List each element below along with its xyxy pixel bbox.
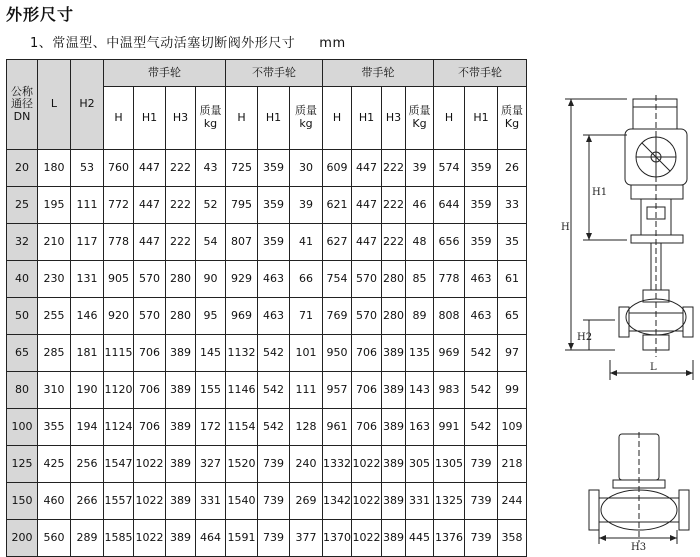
table-cell: 905 [104,261,134,298]
table-cell: 222 [382,224,406,261]
table-row [7,409,527,446]
table-cell: 280 [166,298,196,335]
table-cell: 706 [134,335,166,372]
table-cell: 463 [258,261,290,298]
table-cell: 135 [406,335,434,372]
label-h2: H2 [577,332,593,343]
table-cell: 90 [196,261,226,298]
table-cell: 389 [166,335,196,372]
header-group-2: 不带手轮 [226,60,323,87]
table-cell: 542 [465,372,498,409]
table-cell: 929 [226,261,258,298]
sub-header-h1: H1 [258,87,290,150]
table-cell: 359 [258,187,290,224]
table-cell: 961 [323,409,352,446]
table-cell: 621 [323,187,352,224]
valve-front-drawing [555,95,700,385]
table-cell: 706 [352,372,382,409]
table-cell: 331 [196,483,226,520]
sub-header-h3: H3 [382,87,406,150]
table-cell: 33 [498,187,527,224]
table-cell: 969 [434,335,465,372]
table-cell: 222 [382,187,406,224]
table-cell: 447 [134,150,166,187]
table-cell: 609 [323,150,352,187]
sub-header-h: H [323,87,352,150]
dn-cell: 200 [7,520,38,557]
table-cell: 389 [166,483,196,520]
table-cell: 1540 [226,483,258,520]
header-dn: 公称通径DN [7,60,38,150]
table-cell: 195 [38,187,71,224]
table-cell: 359 [465,150,498,187]
table-cell: 570 [352,261,382,298]
table-cell: 725 [226,150,258,187]
table-cell: 43 [196,150,226,187]
table-row [7,261,527,298]
dimension-table [6,59,527,557]
table-cell: 760 [104,150,134,187]
table-cell: 1585 [104,520,134,557]
table-cell: 194 [71,409,104,446]
table-cell: 739 [258,446,290,483]
subtitle [30,32,346,51]
dn-cell: 32 [7,224,38,261]
table-cell: 358 [498,520,527,557]
table-cell: 52 [196,187,226,224]
table-cell: 41 [290,224,323,261]
dn-cell: 80 [7,372,38,409]
table-cell: 447 [352,150,382,187]
sub-header-mass: 质量Kg [498,87,527,150]
table-cell: 190 [71,372,104,409]
header-h2: H2 [71,60,104,150]
table-cell: 244 [498,483,527,520]
table-cell: 656 [434,224,465,261]
table-cell: 1022 [134,520,166,557]
table-cell: 266 [71,483,104,520]
table-cell: 377 [290,520,323,557]
table-cell: 359 [465,187,498,224]
table-cell: 389 [166,520,196,557]
table-cell: 570 [134,261,166,298]
table-cell: 280 [166,261,196,298]
label-h: H [561,222,570,233]
table-cell: 256 [71,446,104,483]
sub-header-h: H [226,87,258,150]
table-cell: 222 [382,150,406,187]
sub-header-h: H [104,87,134,150]
table-cell: 706 [134,409,166,446]
sub-header-h3: H3 [166,87,196,150]
table-cell: 447 [352,224,382,261]
table-cell: 240 [290,446,323,483]
table-cell: 117 [71,224,104,261]
header-group-1: 带手轮 [104,60,226,87]
table-cell: 89 [406,298,434,335]
table-cell: 222 [166,224,196,261]
table-cell: 66 [290,261,323,298]
table-cell: 570 [352,298,382,335]
unit-label: mm [319,36,346,51]
table-cell: 1115 [104,335,134,372]
table-cell: 222 [166,187,196,224]
page-title: 外形尺寸 [6,5,75,24]
table-cell: 35 [498,224,527,261]
table-row [7,298,527,335]
table-cell: 389 [382,372,406,409]
table-cell: 355 [38,409,71,446]
table-row [7,150,527,187]
table-cell: 739 [465,483,498,520]
table-cell: 969 [226,298,258,335]
table-cell: 146 [71,298,104,335]
table-cell: 1022 [352,520,382,557]
table-cell: 754 [323,261,352,298]
table-cell: 706 [352,409,382,446]
sub-header-h1: H1 [465,87,498,150]
table-cell: 1146 [226,372,258,409]
table-row [7,446,527,483]
label-h1: H1 [592,187,608,198]
table-cell: 425 [38,446,71,483]
table-cell: 222 [166,150,196,187]
table-row [7,372,527,409]
table-cell: 772 [104,187,134,224]
table-cell: 1557 [104,483,134,520]
table-cell: 163 [406,409,434,446]
table-cell: 389 [382,483,406,520]
table-cell: 39 [290,187,323,224]
table-cell: 447 [134,187,166,224]
table-cell: 255 [38,298,71,335]
dn-cell: 20 [7,150,38,187]
table-cell: 464 [196,520,226,557]
table-cell: 1022 [134,446,166,483]
table-cell: 739 [258,483,290,520]
table-cell: 389 [382,335,406,372]
table-cell: 463 [465,261,498,298]
table-cell: 95 [196,298,226,335]
table-cell: 1332 [323,446,352,483]
table-cell: 1591 [226,520,258,557]
table-cell: 706 [352,335,382,372]
dn-cell: 50 [7,298,38,335]
table-row [7,224,527,261]
table-cell: 983 [434,372,465,409]
table-cell: 1305 [434,446,465,483]
table-cell: 230 [38,261,71,298]
sub-header-h1: H1 [352,87,382,150]
table-cell: 359 [258,150,290,187]
sub-header-mass: 质量Kg [406,87,434,150]
table-cell: 327 [196,446,226,483]
table-cell: 1154 [226,409,258,446]
table-cell: 1022 [352,483,382,520]
table-cell: 359 [465,224,498,261]
header-l: L [38,60,71,150]
table-cell: 644 [434,187,465,224]
label-l: L [650,362,657,373]
subtitle-text: 1、常温型、中温型气动活塞切断阀外形尺寸 [30,36,296,51]
table-cell: 463 [465,298,498,335]
table-cell: 574 [434,150,465,187]
table-cell: 778 [104,224,134,261]
table-cell: 1022 [134,483,166,520]
sub-header-h: H [434,87,465,150]
table-cell: 991 [434,409,465,446]
table-cell: 1120 [104,372,134,409]
table-cell: 1342 [323,483,352,520]
table-cell: 389 [166,372,196,409]
table-cell: 111 [290,372,323,409]
table-cell: 795 [226,187,258,224]
table-cell: 181 [71,335,104,372]
table-cell: 46 [406,187,434,224]
label-h3: H3 [631,542,647,552]
table-cell: 807 [226,224,258,261]
table-cell: 739 [465,520,498,557]
table-cell: 389 [382,520,406,557]
table-cell: 218 [498,446,527,483]
header-group-4: 不带手轮 [434,60,527,87]
table-cell: 48 [406,224,434,261]
table-cell: 53 [71,150,104,187]
table-cell: 460 [38,483,71,520]
table-cell: 101 [290,335,323,372]
table-cell: 97 [498,335,527,372]
table-cell: 957 [323,372,352,409]
table-cell: 310 [38,372,71,409]
table-cell: 65 [498,298,527,335]
table-cell: 1370 [323,520,352,557]
table-cell: 1520 [226,446,258,483]
dn-cell: 100 [7,409,38,446]
table-cell: 109 [498,409,527,446]
dn-cell: 150 [7,483,38,520]
table-row [7,520,527,557]
dn-cell: 40 [7,261,38,298]
table-cell: 128 [290,409,323,446]
table-cell: 570 [134,298,166,335]
table-cell: 305 [406,446,434,483]
table-cell: 950 [323,335,352,372]
table-cell: 769 [323,298,352,335]
table-cell: 627 [323,224,352,261]
table-cell: 143 [406,372,434,409]
table-cell: 389 [382,446,406,483]
sub-header-mass: 质量kg [196,87,226,150]
valve-side-drawing [585,432,700,552]
table-cell: 280 [382,261,406,298]
table-cell: 39 [406,150,434,187]
table-cell: 269 [290,483,323,520]
table-cell: 445 [406,520,434,557]
table-cell: 359 [258,224,290,261]
table-cell: 447 [352,187,382,224]
table-cell: 280 [382,298,406,335]
table-cell: 145 [196,335,226,372]
table-cell: 542 [258,409,290,446]
dn-cell: 65 [7,335,38,372]
table-cell: 920 [104,298,134,335]
table-cell: 542 [258,335,290,372]
table-cell: 389 [166,409,196,446]
table-cell: 54 [196,224,226,261]
table-cell: 131 [71,261,104,298]
table-cell: 1547 [104,446,134,483]
table-cell: 210 [38,224,71,261]
table-cell: 172 [196,409,226,446]
table-cell: 389 [166,446,196,483]
table-cell: 808 [434,298,465,335]
table-cell: 542 [465,335,498,372]
table-cell: 778 [434,261,465,298]
table-cell: 1376 [434,520,465,557]
table-cell: 1325 [434,483,465,520]
table-cell: 739 [258,520,290,557]
sub-header-h1: H1 [134,87,166,150]
table-cell: 542 [465,409,498,446]
table-cell: 99 [498,372,527,409]
table-cell: 739 [465,446,498,483]
table-cell: 1124 [104,409,134,446]
table-cell: 71 [290,298,323,335]
table-cell: 560 [38,520,71,557]
table-cell: 1132 [226,335,258,372]
table-cell: 706 [134,372,166,409]
table-row [7,187,527,224]
table-row [7,335,527,372]
table-cell: 331 [406,483,434,520]
table-cell: 155 [196,372,226,409]
table-cell: 463 [258,298,290,335]
table-cell: 389 [382,409,406,446]
table-cell: 111 [71,187,104,224]
table-cell: 542 [258,372,290,409]
table-cell: 180 [38,150,71,187]
table-cell: 285 [38,335,71,372]
table-cell: 1022 [352,446,382,483]
table-cell: 289 [71,520,104,557]
sub-header-mass: 质量kg [290,87,323,150]
dn-cell: 125 [7,446,38,483]
table-row [7,483,527,520]
dn-cell: 25 [7,187,38,224]
table-cell: 61 [498,261,527,298]
table-cell: 447 [134,224,166,261]
header-group-3: 带手轮 [323,60,434,87]
table-cell: 26 [498,150,527,187]
table-cell: 85 [406,261,434,298]
table-cell: 30 [290,150,323,187]
